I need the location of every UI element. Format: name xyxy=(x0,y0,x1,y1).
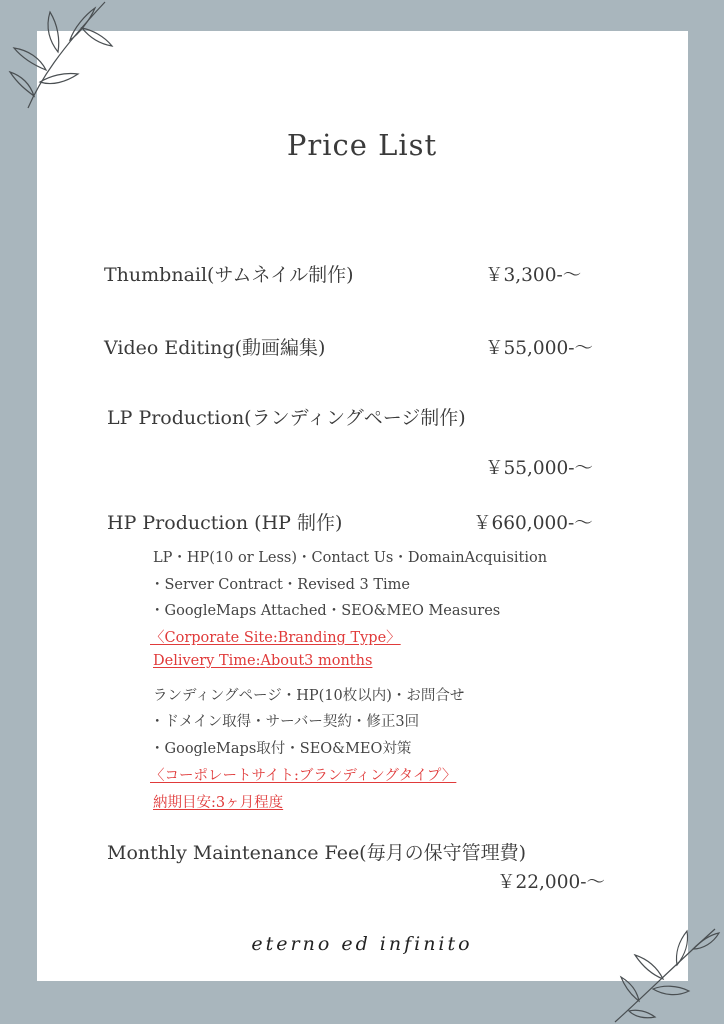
item-price-maintenance: ￥22,000-〜 xyxy=(497,872,605,893)
footer-tagline: eterno ed infinito xyxy=(251,933,473,955)
leaf-branch-icon xyxy=(0,0,130,110)
hp-detail-line: ランディングページ・HP(10枚以内)・お問合せ xyxy=(153,688,465,704)
item-price-hp-production: ￥660,000-〜 xyxy=(473,513,593,534)
item-label-hp-production: HP Production (HP 制作) xyxy=(107,512,343,534)
item-label-video-editing: Video Editing(動画編集) xyxy=(104,337,326,359)
item-price-lp-production: ￥55,000-〜 xyxy=(485,458,593,479)
hp-detail-line: LP・HP(10 or Less)・Contact Us・DomainAcquisition xyxy=(153,550,548,566)
hp-note-delivery-time-ja: 納期目安:3ヶ月程度 xyxy=(153,795,284,811)
hp-detail-line: ・Server Contract・Revised 3 Time xyxy=(150,577,410,593)
item-label-lp-production: LP Production(ランディングページ制作) xyxy=(107,407,466,429)
hp-detail-line: ・ドメイン取得・サーバー契約・修正3回 xyxy=(150,714,420,730)
item-price-video-editing: ￥55,000-〜 xyxy=(485,338,593,359)
hp-note-delivery-time: Delivery Time:About3 months xyxy=(153,653,373,669)
item-price-thumbnail: ￥3,300-〜 xyxy=(485,265,582,286)
hp-note-corporate-site: 〈Corporate Site:Branding Type〉 xyxy=(150,630,401,646)
hp-detail-line: ・GoogleMaps取付・SEO&MEO対策 xyxy=(150,741,412,757)
item-label-maintenance: Monthly Maintenance Fee(毎月の保守管理費) xyxy=(107,842,527,864)
page-title: Price List xyxy=(286,128,438,162)
hp-detail-line: ・GoogleMaps Attached・SEO&MEO Measures xyxy=(150,603,501,619)
hp-note-corporate-site-ja: 〈コーポレートサイト:ブランディングタイプ〉 xyxy=(150,768,457,784)
item-label-thumbnail: Thumbnail(サムネイル制作) xyxy=(104,264,354,286)
